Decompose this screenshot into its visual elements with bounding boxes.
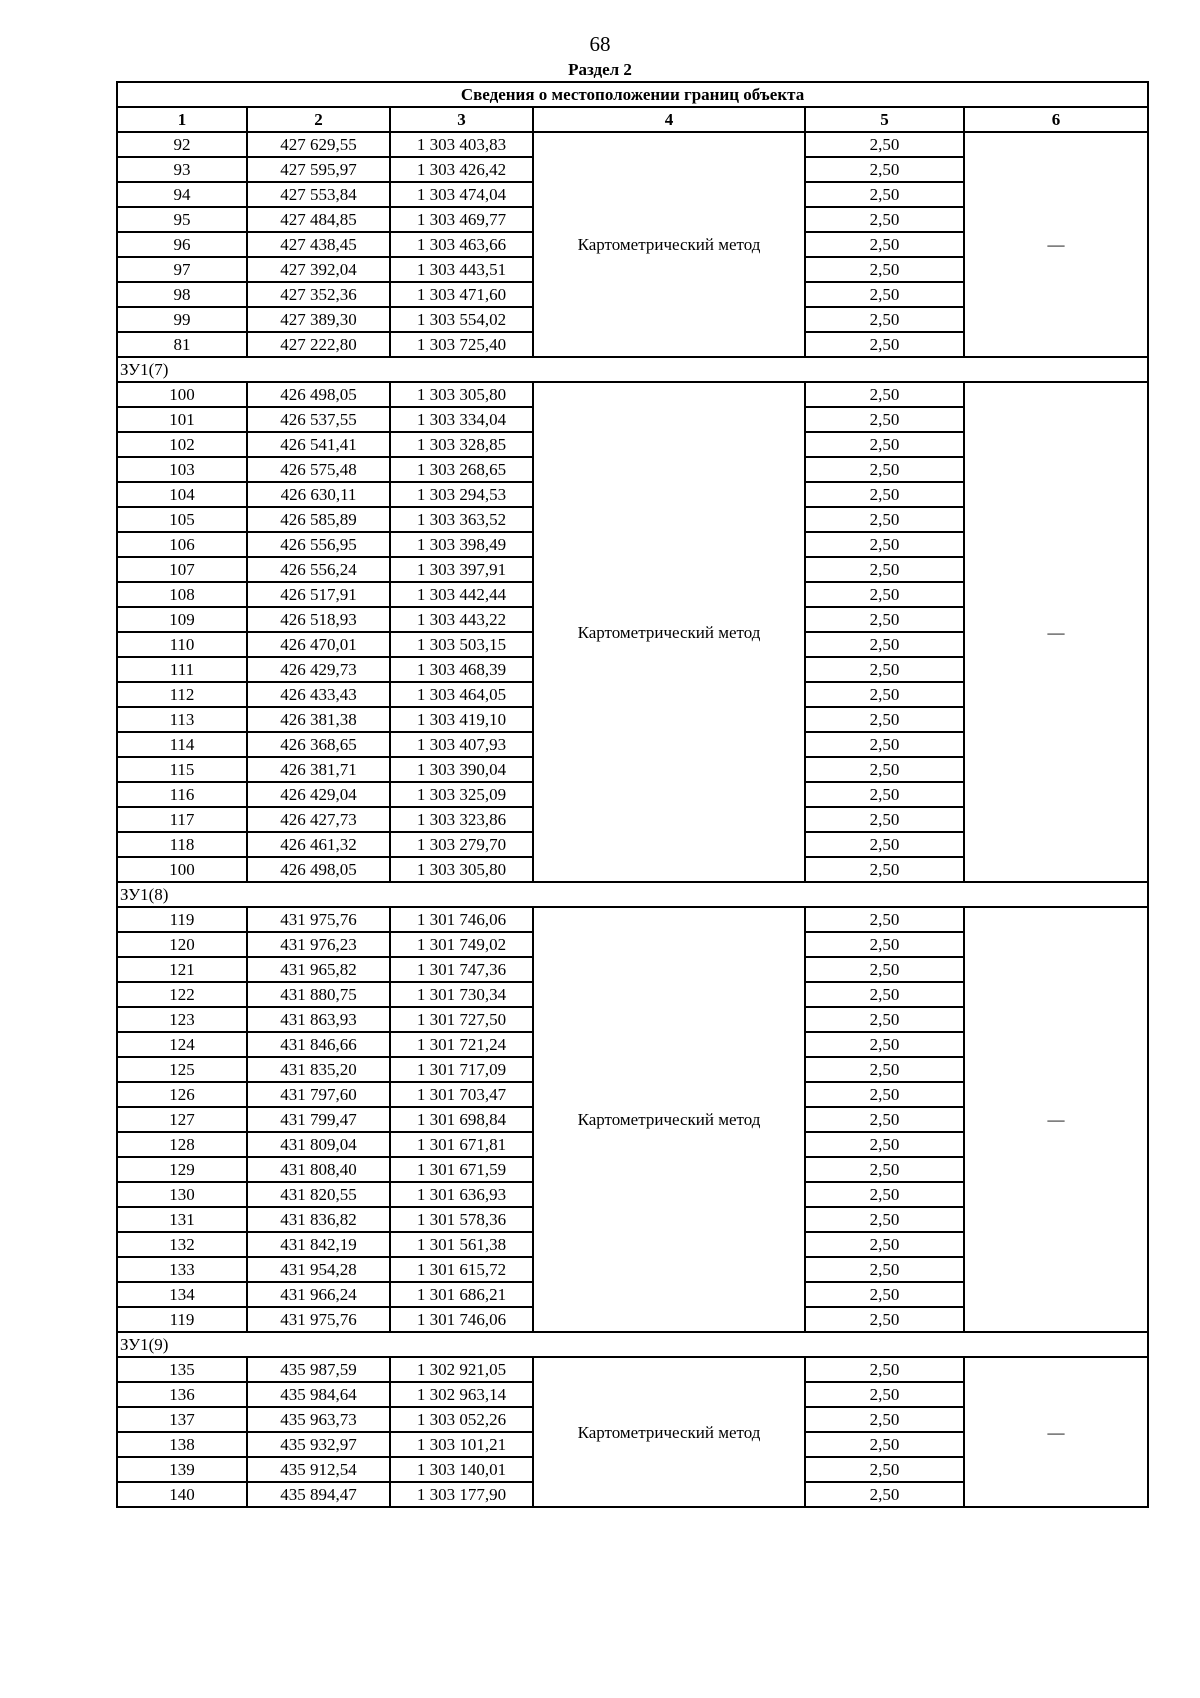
- point-number: 129: [117, 1157, 247, 1182]
- x-coordinate: 431 975,76: [247, 907, 390, 932]
- x-coordinate: 435 987,59: [247, 1357, 390, 1382]
- point-number: 115: [117, 757, 247, 782]
- y-coordinate: 1 303 419,10: [390, 707, 533, 732]
- point-number: 140: [117, 1482, 247, 1507]
- precision-value: 2,50: [805, 382, 964, 407]
- x-coordinate: 426 518,93: [247, 607, 390, 632]
- column-number: 4: [533, 107, 805, 132]
- group-header-row: [117, 357, 1148, 382]
- x-coordinate: 426 429,04: [247, 782, 390, 807]
- y-coordinate: 1 301 747,36: [390, 957, 533, 982]
- precision-value: 2,50: [805, 1207, 964, 1232]
- y-coordinate: 1 303 426,42: [390, 157, 533, 182]
- y-coordinate: 1 301 746,06: [390, 1307, 533, 1332]
- precision-value: 2,50: [805, 482, 964, 507]
- group-label: ЗУ1(7): [117, 357, 1148, 382]
- x-coordinate: 431 809,04: [247, 1132, 390, 1157]
- point-number: 133: [117, 1257, 247, 1282]
- table-caption: Сведения о местоположении границ объекта: [117, 82, 1148, 107]
- x-coordinate: 426 461,32: [247, 832, 390, 857]
- y-coordinate: 1 303 334,04: [390, 407, 533, 432]
- x-coordinate: 426 537,55: [247, 407, 390, 432]
- y-coordinate: 1 303 554,02: [390, 307, 533, 332]
- x-coordinate: 426 470,01: [247, 632, 390, 657]
- y-coordinate: 1 303 464,05: [390, 682, 533, 707]
- method-cell: Картометрический метод: [533, 382, 805, 882]
- y-coordinate: 1 303 398,49: [390, 532, 533, 557]
- column-number: 2: [247, 107, 390, 132]
- y-coordinate: 1 303 390,04: [390, 757, 533, 782]
- point-number: 122: [117, 982, 247, 1007]
- y-coordinate: 1 303 443,51: [390, 257, 533, 282]
- y-coordinate: 1 301 636,93: [390, 1182, 533, 1207]
- precision-value: 2,50: [805, 407, 964, 432]
- precision-value: 2,50: [805, 232, 964, 257]
- x-coordinate: 431 880,75: [247, 982, 390, 1007]
- precision-value: 2,50: [805, 1382, 964, 1407]
- table-row: [117, 132, 1148, 157]
- group-header-row: [117, 1332, 1148, 1357]
- y-coordinate: 1 302 921,05: [390, 1357, 533, 1382]
- y-coordinate: 1 303 328,85: [390, 432, 533, 457]
- precision-value: 2,50: [805, 1082, 964, 1107]
- column-number: 3: [390, 107, 533, 132]
- y-coordinate: 1 303 325,09: [390, 782, 533, 807]
- y-coordinate: 1 301 730,34: [390, 982, 533, 1007]
- precision-value: 2,50: [805, 1107, 964, 1132]
- x-coordinate: 431 797,60: [247, 1082, 390, 1107]
- y-coordinate: 1 303 463,66: [390, 232, 533, 257]
- y-coordinate: 1 301 671,81: [390, 1132, 533, 1157]
- y-coordinate: 1 301 578,36: [390, 1207, 533, 1232]
- x-coordinate: 426 498,05: [247, 382, 390, 407]
- section-title: Раздел 2: [568, 60, 632, 79]
- point-number: 81: [117, 332, 247, 357]
- x-coordinate: 426 368,65: [247, 732, 390, 757]
- group-label: ЗУ1(8): [117, 882, 1148, 907]
- precision-value: 2,50: [805, 1307, 964, 1332]
- precision-value: 2,50: [805, 1057, 964, 1082]
- y-coordinate: 1 301 749,02: [390, 932, 533, 957]
- x-coordinate: 431 808,40: [247, 1157, 390, 1182]
- y-coordinate: 1 303 503,15: [390, 632, 533, 657]
- precision-value: 2,50: [805, 1457, 964, 1482]
- y-coordinate: 1 301 717,09: [390, 1057, 533, 1082]
- point-number: 109: [117, 607, 247, 632]
- precision-value: 2,50: [805, 1357, 964, 1382]
- y-coordinate: 1 303 294,53: [390, 482, 533, 507]
- point-number: 112: [117, 682, 247, 707]
- y-coordinate: 1 301 561,38: [390, 1232, 533, 1257]
- y-coordinate: 1 301 746,06: [390, 907, 533, 932]
- precision-value: 2,50: [805, 732, 964, 757]
- note-cell: —: [964, 382, 1148, 882]
- precision-value: 2,50: [805, 1032, 964, 1057]
- y-coordinate: 1 303 323,86: [390, 807, 533, 832]
- precision-value: 2,50: [805, 982, 964, 1007]
- precision-value: 2,50: [805, 707, 964, 732]
- point-number: 120: [117, 932, 247, 957]
- y-coordinate: 1 301 615,72: [390, 1257, 533, 1282]
- precision-value: 2,50: [805, 782, 964, 807]
- precision-value: 2,50: [805, 757, 964, 782]
- precision-value: 2,50: [805, 682, 964, 707]
- page-number: 68: [589, 32, 611, 56]
- x-coordinate: 435 932,97: [247, 1432, 390, 1457]
- precision-value: 2,50: [805, 1482, 964, 1507]
- point-number: 127: [117, 1107, 247, 1132]
- point-number: 93: [117, 157, 247, 182]
- note-cell: —: [964, 1357, 1148, 1507]
- y-coordinate: 1 303 140,01: [390, 1457, 533, 1482]
- y-coordinate: 1 303 305,80: [390, 382, 533, 407]
- point-number: 136: [117, 1382, 247, 1407]
- x-coordinate: 426 556,24: [247, 557, 390, 582]
- point-number: 110: [117, 632, 247, 657]
- point-number: 104: [117, 482, 247, 507]
- point-number: 106: [117, 532, 247, 557]
- x-coordinate: 427 222,80: [247, 332, 390, 357]
- y-coordinate: 1 301 698,84: [390, 1107, 533, 1132]
- precision-value: 2,50: [805, 1007, 964, 1032]
- precision-value: 2,50: [805, 957, 964, 982]
- precision-value: 2,50: [805, 557, 964, 582]
- column-number: 6: [964, 107, 1148, 132]
- column-number-row: [117, 107, 1148, 132]
- table-row: [117, 1357, 1148, 1382]
- y-coordinate: 1 301 703,47: [390, 1082, 533, 1107]
- precision-value: 2,50: [805, 932, 964, 957]
- point-number: 101: [117, 407, 247, 432]
- precision-value: 2,50: [805, 582, 964, 607]
- y-coordinate: 1 303 407,93: [390, 732, 533, 757]
- x-coordinate: 435 963,73: [247, 1407, 390, 1432]
- point-number: 135: [117, 1357, 247, 1382]
- x-coordinate: 427 438,45: [247, 232, 390, 257]
- x-coordinate: 426 429,73: [247, 657, 390, 682]
- point-number: 131: [117, 1207, 247, 1232]
- x-coordinate: 427 629,55: [247, 132, 390, 157]
- precision-value: 2,50: [805, 1182, 964, 1207]
- point-number: 108: [117, 582, 247, 607]
- y-coordinate: 1 303 403,83: [390, 132, 533, 157]
- x-coordinate: 427 389,30: [247, 307, 390, 332]
- precision-value: 2,50: [805, 807, 964, 832]
- point-number: 117: [117, 807, 247, 832]
- point-number: 100: [117, 857, 247, 882]
- y-coordinate: 1 303 363,52: [390, 507, 533, 532]
- point-number: 138: [117, 1432, 247, 1457]
- precision-value: 2,50: [805, 182, 964, 207]
- precision-value: 2,50: [805, 132, 964, 157]
- precision-value: 2,50: [805, 1232, 964, 1257]
- y-coordinate: 1 303 443,22: [390, 607, 533, 632]
- y-coordinate: 1 303 442,44: [390, 582, 533, 607]
- y-coordinate: 1 301 671,59: [390, 1157, 533, 1182]
- x-coordinate: 431 842,19: [247, 1232, 390, 1257]
- y-coordinate: 1 301 727,50: [390, 1007, 533, 1032]
- table-row: [117, 907, 1148, 932]
- point-number: 116: [117, 782, 247, 807]
- x-coordinate: 426 517,91: [247, 582, 390, 607]
- x-coordinate: 426 585,89: [247, 507, 390, 532]
- x-coordinate: 426 433,43: [247, 682, 390, 707]
- point-number: 132: [117, 1232, 247, 1257]
- x-coordinate: 431 820,55: [247, 1182, 390, 1207]
- y-coordinate: 1 303 474,04: [390, 182, 533, 207]
- precision-value: 2,50: [805, 1257, 964, 1282]
- point-number: 107: [117, 557, 247, 582]
- x-coordinate: 431 976,23: [247, 932, 390, 957]
- column-number: 5: [805, 107, 964, 132]
- x-coordinate: 426 541,41: [247, 432, 390, 457]
- x-coordinate: 427 595,97: [247, 157, 390, 182]
- precision-value: 2,50: [805, 657, 964, 682]
- point-number: 92: [117, 132, 247, 157]
- precision-value: 2,50: [805, 607, 964, 632]
- precision-value: 2,50: [805, 1157, 964, 1182]
- note-cell: —: [964, 907, 1148, 1332]
- precision-value: 2,50: [805, 1432, 964, 1457]
- point-number: 102: [117, 432, 247, 457]
- point-number: 100: [117, 382, 247, 407]
- x-coordinate: 431 836,82: [247, 1207, 390, 1232]
- point-number: 126: [117, 1082, 247, 1107]
- precision-value: 2,50: [805, 157, 964, 182]
- y-coordinate: 1 302 963,14: [390, 1382, 533, 1407]
- x-coordinate: 426 556,95: [247, 532, 390, 557]
- point-number: 111: [117, 657, 247, 682]
- point-number: 119: [117, 1307, 247, 1332]
- x-coordinate: 427 553,84: [247, 182, 390, 207]
- y-coordinate: 1 303 268,65: [390, 457, 533, 482]
- point-number: 94: [117, 182, 247, 207]
- y-coordinate: 1 303 305,80: [390, 857, 533, 882]
- x-coordinate: 431 954,28: [247, 1257, 390, 1282]
- note-cell: —: [964, 132, 1148, 357]
- precision-value: 2,50: [805, 907, 964, 932]
- precision-value: 2,50: [805, 1132, 964, 1157]
- group-header-row: [117, 882, 1148, 907]
- x-coordinate: 427 392,04: [247, 257, 390, 282]
- point-number: 123: [117, 1007, 247, 1032]
- point-number: 137: [117, 1407, 247, 1432]
- y-coordinate: 1 303 052,26: [390, 1407, 533, 1432]
- precision-value: 2,50: [805, 857, 964, 882]
- precision-value: 2,50: [805, 307, 964, 332]
- y-coordinate: 1 303 468,39: [390, 657, 533, 682]
- precision-value: 2,50: [805, 257, 964, 282]
- point-number: 125: [117, 1057, 247, 1082]
- method-cell: Картометрический метод: [533, 907, 805, 1332]
- method-cell: Картометрический метод: [533, 1357, 805, 1507]
- point-number: 96: [117, 232, 247, 257]
- y-coordinate: 1 303 177,90: [390, 1482, 533, 1507]
- x-coordinate: 435 894,47: [247, 1482, 390, 1507]
- point-number: 118: [117, 832, 247, 857]
- y-coordinate: 1 301 721,24: [390, 1032, 533, 1057]
- precision-value: 2,50: [805, 332, 964, 357]
- method-cell: Картометрический метод: [533, 132, 805, 357]
- y-coordinate: 1 303 469,77: [390, 207, 533, 232]
- precision-value: 2,50: [805, 507, 964, 532]
- x-coordinate: 431 966,24: [247, 1282, 390, 1307]
- x-coordinate: 435 984,64: [247, 1382, 390, 1407]
- x-coordinate: 431 965,82: [247, 957, 390, 982]
- group-label: ЗУ1(9): [117, 1332, 1148, 1357]
- x-coordinate: 431 863,93: [247, 1007, 390, 1032]
- y-coordinate: 1 303 279,70: [390, 832, 533, 857]
- precision-value: 2,50: [805, 457, 964, 482]
- point-number: 130: [117, 1182, 247, 1207]
- precision-value: 2,50: [805, 432, 964, 457]
- y-coordinate: 1 303 397,91: [390, 557, 533, 582]
- precision-value: 2,50: [805, 1407, 964, 1432]
- x-coordinate: 426 381,38: [247, 707, 390, 732]
- y-coordinate: 1 303 471,60: [390, 282, 533, 307]
- x-coordinate: 426 381,71: [247, 757, 390, 782]
- x-coordinate: 431 799,47: [247, 1107, 390, 1132]
- x-coordinate: 431 846,66: [247, 1032, 390, 1057]
- precision-value: 2,50: [805, 632, 964, 657]
- precision-value: 2,50: [805, 832, 964, 857]
- point-number: 121: [117, 957, 247, 982]
- x-coordinate: 426 498,05: [247, 857, 390, 882]
- y-coordinate: 1 303 101,21: [390, 1432, 533, 1457]
- x-coordinate: 427 352,36: [247, 282, 390, 307]
- point-number: 103: [117, 457, 247, 482]
- precision-value: 2,50: [805, 532, 964, 557]
- x-coordinate: 435 912,54: [247, 1457, 390, 1482]
- x-coordinate: 427 484,85: [247, 207, 390, 232]
- x-coordinate: 431 975,76: [247, 1307, 390, 1332]
- x-coordinate: 431 835,20: [247, 1057, 390, 1082]
- precision-value: 2,50: [805, 282, 964, 307]
- precision-value: 2,50: [805, 207, 964, 232]
- point-number: 134: [117, 1282, 247, 1307]
- x-coordinate: 426 630,11: [247, 482, 390, 507]
- point-number: 98: [117, 282, 247, 307]
- table-row: [117, 382, 1148, 407]
- y-coordinate: 1 301 686,21: [390, 1282, 533, 1307]
- precision-value: 2,50: [805, 1282, 964, 1307]
- point-number: 97: [117, 257, 247, 282]
- point-number: 119: [117, 907, 247, 932]
- point-number: 113: [117, 707, 247, 732]
- column-number: 1: [117, 107, 247, 132]
- point-number: 99: [117, 307, 247, 332]
- point-number: 128: [117, 1132, 247, 1157]
- point-number: 139: [117, 1457, 247, 1482]
- caption-row: [117, 82, 1148, 107]
- boundary-table: [116, 81, 1149, 1508]
- x-coordinate: 426 427,73: [247, 807, 390, 832]
- point-number: 95: [117, 207, 247, 232]
- y-coordinate: 1 303 725,40: [390, 332, 533, 357]
- point-number: 114: [117, 732, 247, 757]
- point-number: 124: [117, 1032, 247, 1057]
- point-number: 105: [117, 507, 247, 532]
- x-coordinate: 426 575,48: [247, 457, 390, 482]
